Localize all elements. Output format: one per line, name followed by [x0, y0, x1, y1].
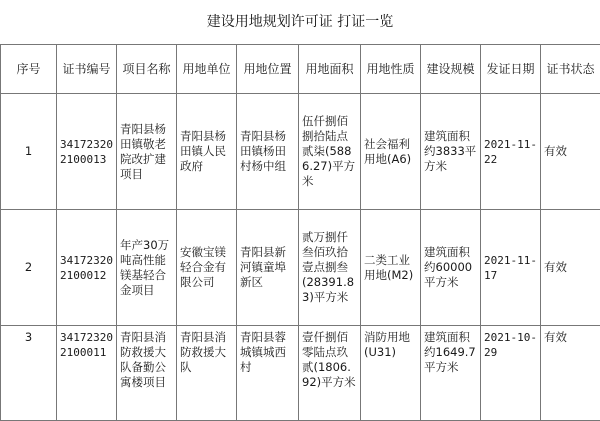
cell-status: 有效 [541, 326, 600, 421]
cell-unit: 青阳县消防救援大队 [177, 326, 237, 421]
cell-index: 3 [1, 326, 57, 421]
page-title: 建设用地规划许可证 打证一览 [0, 0, 600, 44]
cell-date: 2021-10-29 [481, 326, 541, 421]
col-header-scale: 建设规模 [421, 45, 481, 94]
cell-project: 青阳县消防救援大队备勤公寓楼项目 [117, 326, 177, 421]
cell-cert-no: 34172320 2100011 [57, 326, 117, 421]
cell-nature: 二类工业用地(M2) [361, 210, 421, 326]
table-row [1, 326, 600, 421]
cell-date: 2021-11-22 [481, 94, 541, 210]
cell-status: 有效 [541, 94, 600, 210]
cell-nature: 社会福利用地(A6) [361, 94, 421, 210]
table-row [1, 94, 600, 210]
cell-date: 2021-11-17 [481, 210, 541, 326]
cell-status: 有效 [541, 210, 600, 326]
cell-scale: 建筑面积约1649.7平方米 [421, 326, 481, 421]
cell-area: 壹仟捌佰零陆点玖贰(1806.92)平方米 [299, 326, 361, 421]
cell-area: 贰万捌仟叁佰玖拾壹点捌叁(28391.83)平方米 [299, 210, 361, 326]
table-row [1, 210, 600, 326]
cell-cert-no: 34172320 2100012 [57, 210, 117, 326]
cell-unit: 安徽宝镁轻合金有限公司 [177, 210, 237, 326]
cell-location: 青阳县蓉城镇城西村 [237, 326, 299, 421]
col-header-project: 项目名称 [117, 45, 177, 94]
col-header-index: 序号 [1, 45, 57, 94]
cell-area: 伍仟捌佰捌拾陆点贰柒(5886.27)平方米 [299, 94, 361, 210]
cell-index: 2 [1, 210, 57, 326]
cell-scale: 建筑面积约60000平方米 [421, 210, 481, 326]
cell-unit: 青阳县杨田镇人民政府 [177, 94, 237, 210]
col-header-location: 用地位置 [237, 45, 299, 94]
table-header-row [1, 45, 600, 94]
col-header-status: 证书状态 [541, 45, 600, 94]
cell-nature: 消防用地(U31) [361, 326, 421, 421]
col-header-unit: 用地单位 [177, 45, 237, 94]
cell-location: 青阳县杨田镇杨田村杨中组 [237, 94, 299, 210]
col-header-area: 用地面积 [299, 45, 361, 94]
col-header-cert-no: 证书编号 [57, 45, 117, 94]
col-header-nature: 用地性质 [361, 45, 421, 94]
permit-table [0, 44, 600, 421]
col-header-date: 发证日期 [481, 45, 541, 94]
cell-scale: 建筑面积约3833平方米 [421, 94, 481, 210]
cell-index: 1 [1, 94, 57, 210]
cell-project: 年产30万吨高性能镁基轻合金项目 [117, 210, 177, 326]
cell-project: 青阳县杨田镇敬老院改扩建项目 [117, 94, 177, 210]
cell-cert-no: 34172320 2100013 [57, 94, 117, 210]
cell-location: 青阳县新河镇童埠新区 [237, 210, 299, 326]
